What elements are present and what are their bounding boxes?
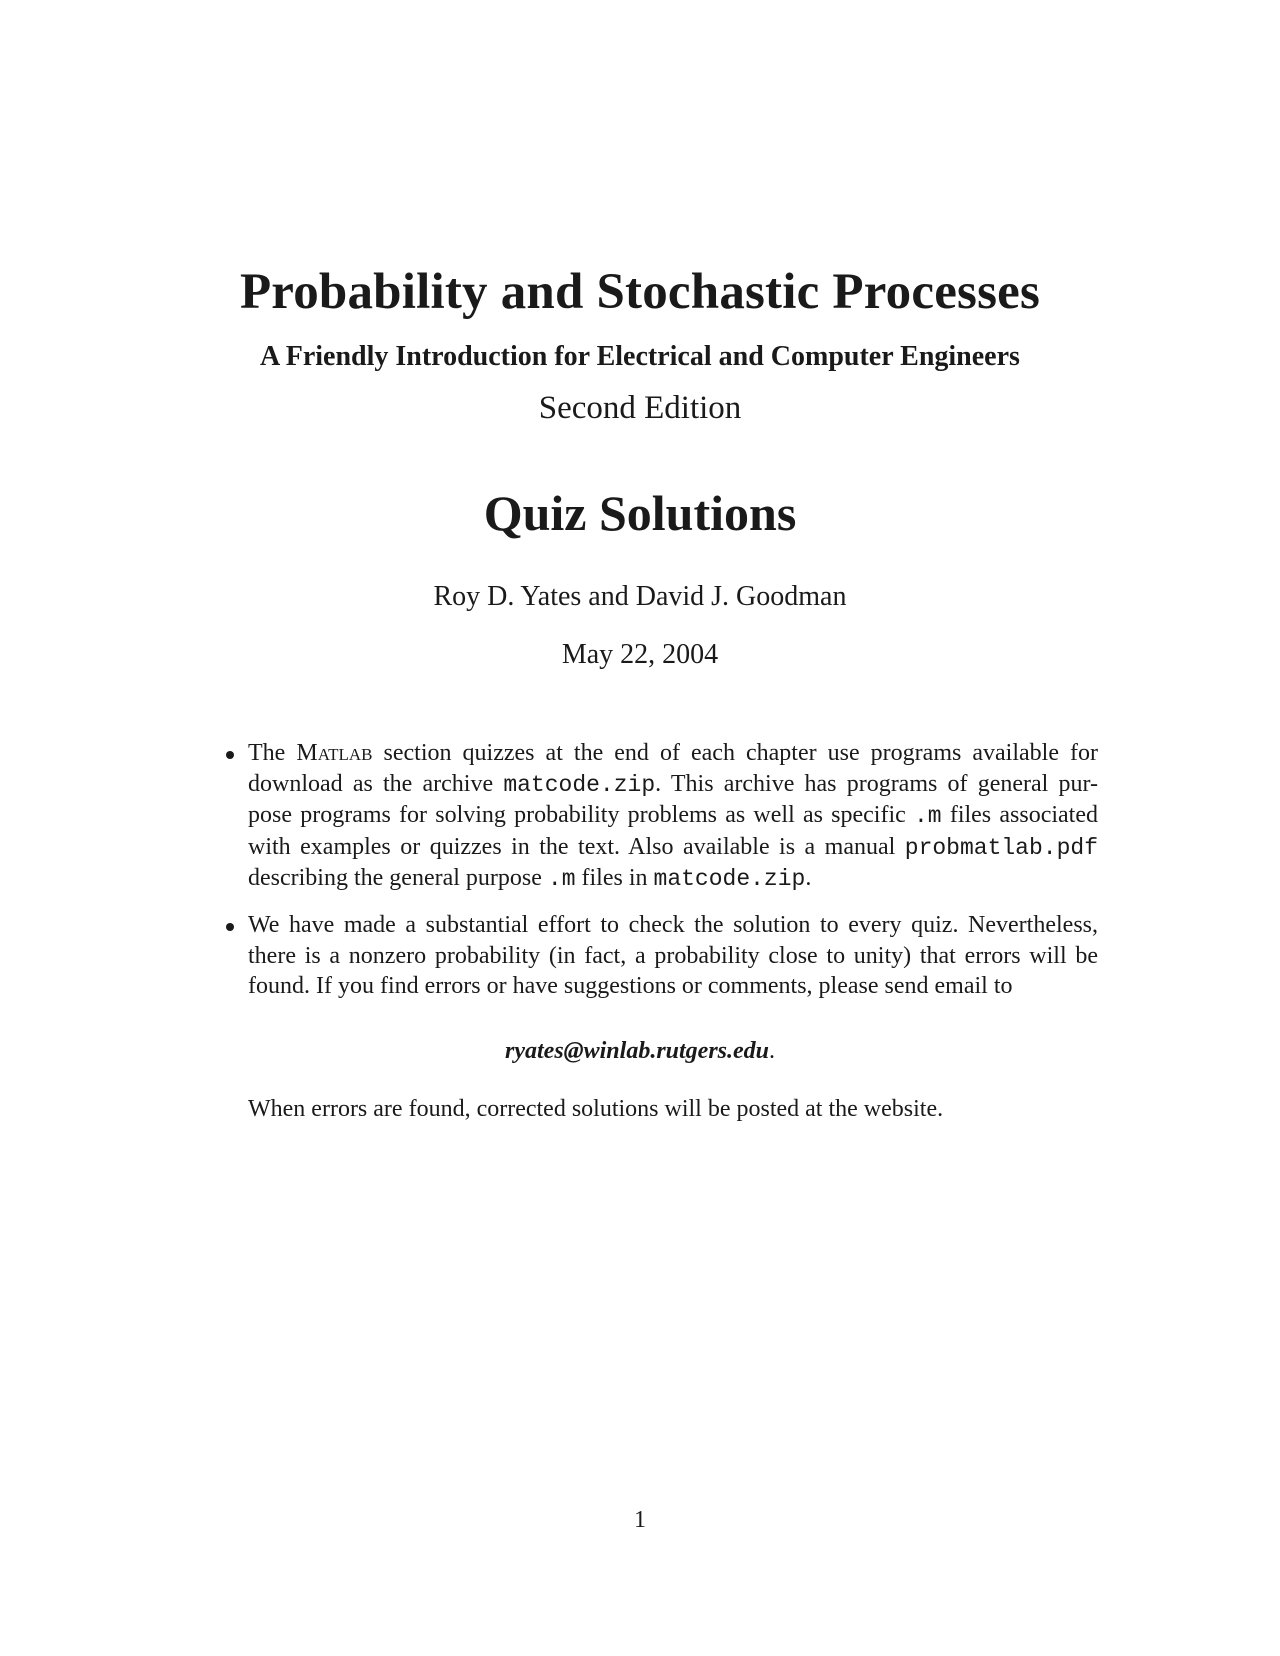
text-span: with examples or quizzes in the text. Also available is a manual — [248, 833, 905, 860]
bullet-line: We have made a substantial effort to check the solution to every quiz. Nevertheless, — [248, 912, 1098, 938]
bullet-text — [248, 910, 1098, 1002]
email-trailing: . — [769, 1038, 775, 1064]
text-span: . This archive has programs of general pur- — [655, 770, 1098, 797]
bullet-dot-icon — [226, 923, 234, 931]
contact-email-line — [0, 1036, 1280, 1066]
document-date: May 22, 2004 — [561, 639, 719, 670]
corrections-note: When errors are found, corrected solutions will be posted at the website. — [248, 1096, 944, 1122]
matlab-name: Matlab — [296, 740, 373, 766]
file-extension-m: .m — [547, 866, 576, 892]
text-span: files associated — [941, 802, 1098, 828]
file-extension-m: .m — [914, 803, 942, 829]
text-span: files in — [575, 865, 654, 891]
bullet-line — [248, 800, 1098, 832]
text-span: The — [248, 740, 297, 766]
bullet-line: found. If you find errors or have suggestions or comments, please send email to — [248, 973, 1013, 999]
bullet-line — [248, 863, 1098, 895]
bullet-dot-icon — [226, 751, 234, 759]
page-number: 1 — [634, 1507, 646, 1533]
filename-matcode-zip: matcode.zip — [503, 771, 656, 798]
text-span: section quizzes at the end of each chapter use programs available for — [372, 740, 1098, 766]
filename-matcode-zip: matcode.zip — [653, 866, 806, 892]
book-title: Probability and Stochastic Processes — [239, 264, 1041, 320]
bullet-line: there is a nonzero probability (in fact, a probability close to unity) that errors will be — [248, 942, 1098, 969]
bullet-text — [248, 738, 1098, 895]
authors: Roy D. Yates and David J. Goodman — [433, 581, 847, 612]
text-span: download as the archive — [248, 770, 504, 797]
edition-label: Second Edition — [538, 390, 742, 426]
book-subtitle: A Friendly Introduction for Electrical and Computer Engineers — [260, 341, 1020, 372]
text-span: . — [805, 865, 812, 891]
filename-probmatlab-pdf: probmatlab.pdf — [904, 834, 1098, 861]
bullet-line — [248, 832, 1098, 864]
contact-email-link[interactable]: ryates@winlab.rutgers.edu — [505, 1038, 769, 1064]
quiz-solutions-heading: Quiz Solutions — [483, 485, 797, 541]
bullet-line — [248, 769, 1098, 801]
text-span: describing the general purpose — [248, 865, 548, 891]
bullet-line — [248, 738, 1098, 769]
text-span: pose programs for solving probability problems as well as specific — [248, 802, 914, 828]
